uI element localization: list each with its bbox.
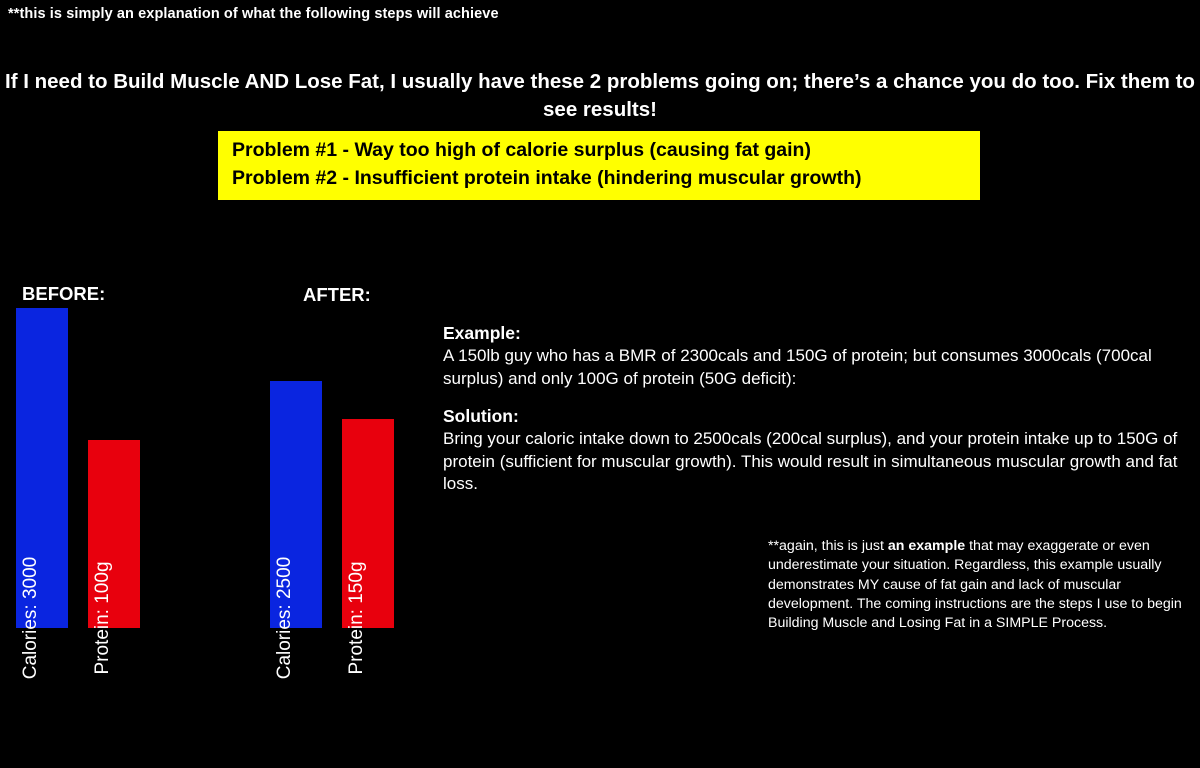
bar-label-after-calories: Calories: 2500 [274,556,295,680]
bar-label-after-protein: Protein: 150g [346,561,367,675]
bar-before-protein [88,440,140,675]
problem-2-text: Problem #2 - Insufficient protein intake (hindering muscular growth) [232,166,862,189]
bar-after-protein [342,419,394,675]
problems-callout [218,131,980,200]
footnote-part-1: **again, this is just [768,538,888,554]
example-body: A 150lb guy who has a BMR of 2300cals and 150G of protein; but consumes 3000cals (700cal surplus) and only 100G of protein (50G deficit): [443,346,1152,388]
bar-before-calories [16,308,68,680]
footnote [768,537,1193,634]
example-heading: Example: [443,323,521,343]
solution-body: Bring your caloric intake down to 2500cals (200cal surplus), and your protein intake up to 150G of protein (sufficient for muscular growth). This would result in simultaneous muscular growth and fat loss. [443,429,1178,494]
chart-group-label-before: BEFORE: [22,283,106,304]
top-note: **this is simply an explanation of what the following steps will achieve [8,6,499,22]
bar-label-before-calories: Calories: 3000 [20,556,41,680]
footnote-part-2: that may exaggerate or even underestimate your situation. Regardless, this example usually demonstrates MY cause of fat gain and lack of muscular development. The coming instructions are the steps I use to begin Building Muscle and Losing Fat in a SIMPLE Process. [768,538,1182,632]
bar-after-calories [270,381,322,680]
chart-group-label-after: AFTER: [303,284,371,305]
spacer [443,390,1188,406]
footnote-emphasis: an example [887,538,966,554]
solution-heading: Solution: [443,406,519,427]
problem-1-text: Problem #1 - Way too high of calorie surplus (causing fat gain) [232,139,811,161]
explanation-column [443,323,1188,496]
bar-label-before-protein: Protein: 100g [92,561,113,675]
page-headline: If I need to Build Muscle AND Lose Fat, I usually have these 2 problems going on; there’s a chance you do too. Fix them to see results! [5,70,1195,121]
before-after-bar-chart [0,270,440,680]
